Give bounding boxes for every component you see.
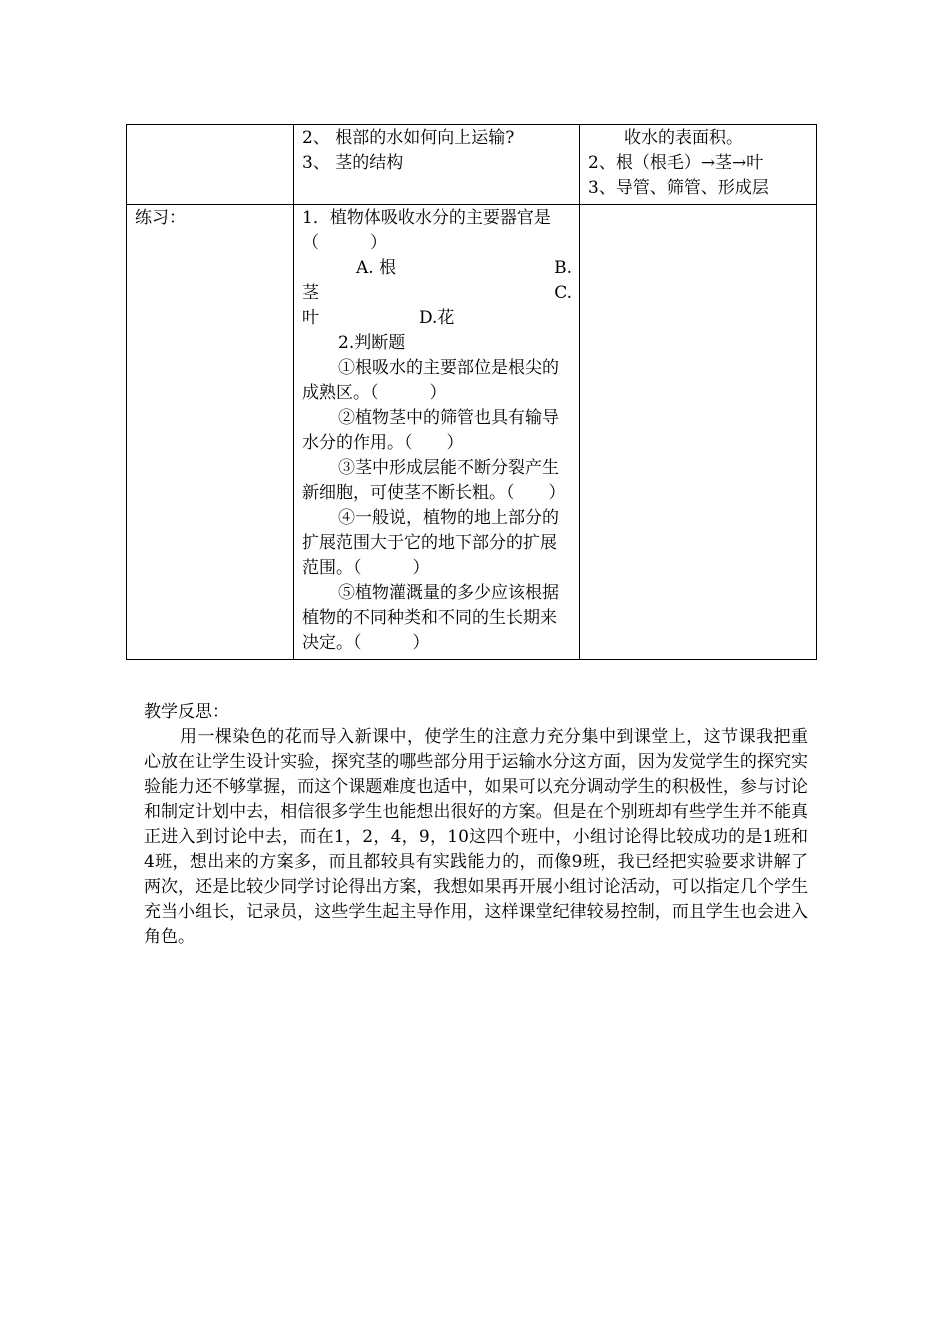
reflection-section [144, 700, 808, 950]
exercise-label: 练习： [135, 208, 186, 228]
judgement-item: ③茎中形成层能不断分裂产生新细胞，可使茎不断长粗。（ ） [302, 458, 566, 503]
question-1-options-row1 [302, 256, 572, 281]
row1-middle-cell [294, 125, 580, 205]
question-line: 3、 茎的结构 [302, 153, 404, 173]
exercise-right-cell [580, 205, 817, 660]
judgement-item: ④一般说，植物的地上部分的扩展范围大于它的地下部分的扩展范围。（ ） [302, 508, 559, 578]
option-b-word: 茎 [302, 283, 319, 303]
reflection-body: 用一棵染色的花而导入新课中，使学生的注意力充分集中到课堂上，这节课我把重心放在让学生设计实验，探究茎的哪些部分用于运输水分这方面，因为发觉学生的探究实验能力还不够掌握，而这个课题难度也适中，如果可以充分调动学生的积极性，参与讨论和制定计划中去，相信很多学生也能想出很好的方案。但是在个别班却有些学生并不能真正进入到讨论中去，而在1，2，4，9，10这四个班中，小组讨论得比较成功的是1班和4班，想出来的方案多，而且都较具有实践能力的，而像9班，我已经把实验要求讲解了两次，还是比较少同学讨论得出方案，我想如果再开展小组讨论活动，可以指定几个学生充当小组长，记录员，这些学生起主导作用，这样课堂纪律较易控制，而且学生也会进入角色。 [144, 727, 808, 947]
reflection-title: 教学反思： [144, 702, 229, 722]
judgement-item: ②植物茎中的筛管也具有输导水分的作用。（ ） [302, 408, 559, 453]
answer-line: 3、导管、筛管、形成层 [588, 178, 769, 198]
option-c: C. [554, 283, 572, 303]
option-c-word: 叶 [302, 308, 319, 328]
option-a: A. 根 [356, 258, 397, 278]
judgement-item: ⑤植物灌溉量的多少应该根据植物的不同种类和不同的生长期来决定。（ ） [302, 583, 559, 653]
question-1-options-row3 [302, 306, 572, 331]
answer-line: 收水的表面积。 [624, 128, 743, 148]
question-2-title: 2.判断题 [338, 333, 406, 353]
question-line: 2、 根部的水如何向上运输? [302, 128, 515, 148]
judgement-item: ①根吸水的主要部位是根尖的成熟区。（ ） [302, 358, 559, 403]
answer-line: 2、根（根毛）→茎→叶 [588, 153, 764, 173]
table-row [127, 125, 817, 205]
table-row [127, 205, 817, 660]
option-b: B. [554, 258, 572, 278]
question-1-stem: 1．植物体吸收水分的主要器官是（ ） [302, 208, 551, 253]
lesson-table [126, 124, 817, 660]
row1-label-cell [127, 125, 294, 205]
option-d: D.花 [419, 308, 455, 328]
row1-right-cell [580, 125, 817, 205]
exercise-content-cell [294, 205, 580, 660]
exercise-label-cell [127, 205, 294, 660]
question-1-options-row2 [302, 281, 572, 306]
